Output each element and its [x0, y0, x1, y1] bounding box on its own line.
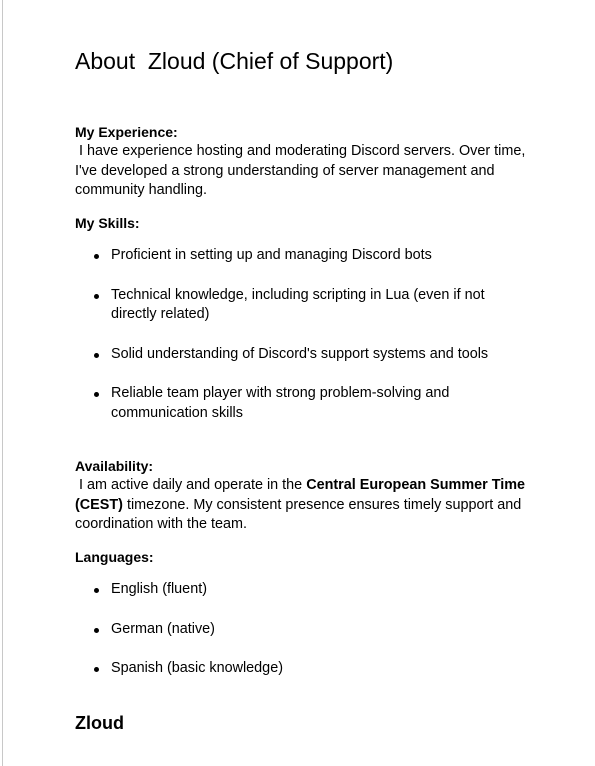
skill-text: Reliable team player with strong problem-solving and communication skills — [111, 385, 450, 421]
language-text: Spanish (basic knowledge) — [111, 660, 283, 676]
bullet-icon — [94, 294, 99, 299]
availability-text-before: I am active daily and operate in the — [75, 477, 307, 493]
skill-text: Solid understanding of Discord's support systems and tools — [111, 345, 489, 362]
availability-text-after: timezone. My consistent presence ensures timely support and coordination with the team. — [75, 496, 526, 532]
list-item — [75, 286, 535, 325]
skills-heading: My Skills: — [75, 215, 140, 231]
bullet-icon — [94, 588, 99, 593]
bullet-icon — [94, 254, 99, 259]
skills-section — [75, 213, 535, 233]
availability-heading: Availability: — [75, 458, 154, 474]
experience-text: I have experience hosting and moderating Discord servers. Over time, I've developed a strong understanding of server management and community handling. — [75, 143, 530, 198]
list-item — [75, 246, 535, 266]
skill-text: Technical knowledge, including scripting in Lua (even if not directly related) — [111, 286, 485, 322]
availability-section — [75, 456, 535, 535]
skill-text: Proficient in setting up and managing Discord bots — [111, 247, 432, 263]
experience-section — [75, 122, 535, 201]
language-text: German (native) — [111, 620, 215, 637]
language-text: English (fluent) — [111, 581, 207, 597]
list-item — [75, 620, 535, 640]
languages-heading: Languages: — [75, 549, 154, 565]
list-item — [75, 580, 535, 600]
signature: Zloud — [75, 713, 124, 733]
bullet-icon — [94, 392, 99, 397]
experience-heading: My Experience: — [75, 124, 178, 140]
page-edge — [2, 0, 3, 766]
bullet-icon — [94, 667, 99, 672]
list-item — [75, 384, 535, 423]
bullet-icon — [94, 353, 99, 358]
bullet-icon — [94, 628, 99, 633]
availability-timezone: Central European Summer Time (CEST) — [75, 477, 530, 513]
skills-list — [75, 246, 535, 443]
page-title: About Zloud (Chief of Support) — [75, 48, 394, 74]
availability-text — [75, 476, 535, 535]
list-item — [75, 345, 535, 365]
languages-list — [75, 580, 535, 699]
list-item — [75, 659, 535, 679]
languages-section — [75, 547, 535, 567]
